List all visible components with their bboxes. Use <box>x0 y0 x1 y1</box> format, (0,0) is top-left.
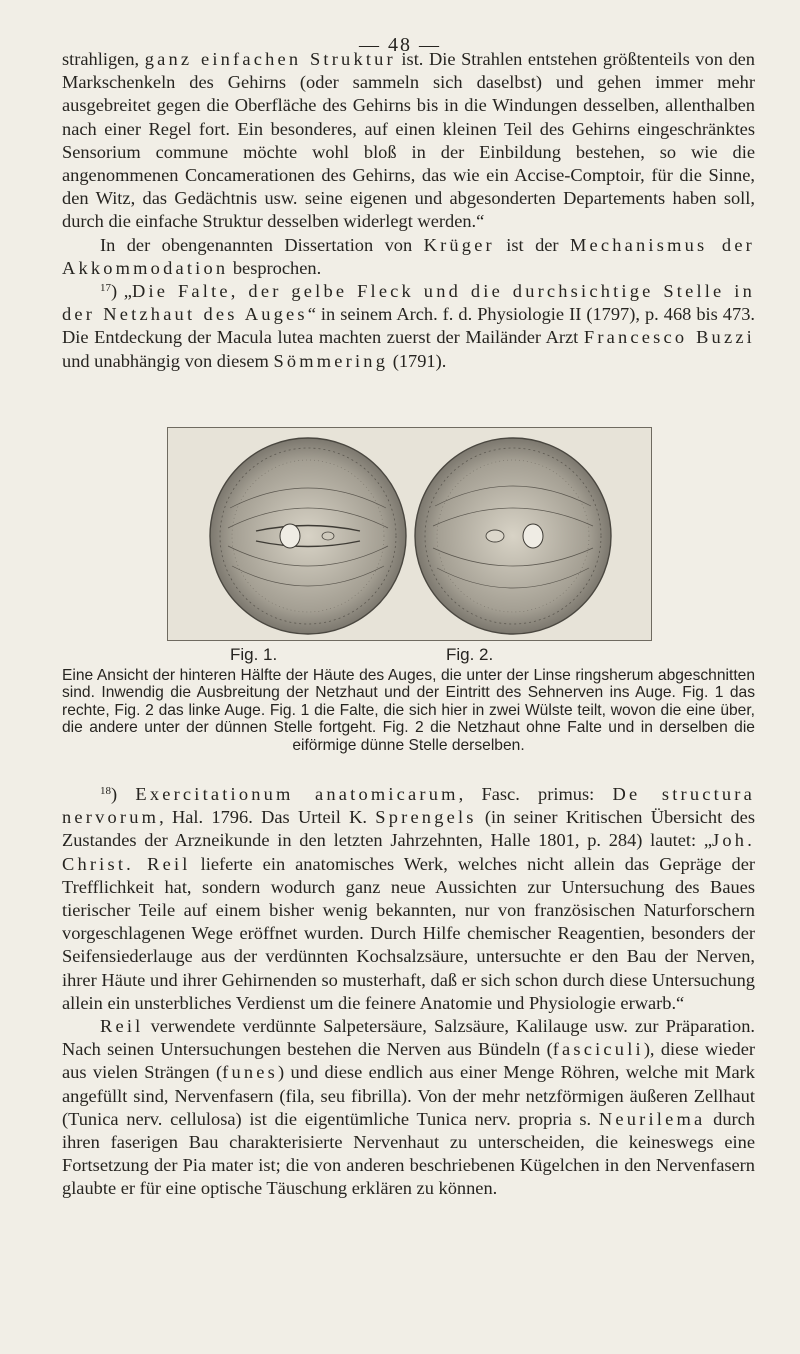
text-run: ), diese wieder aus vielen Strängen ( <box>62 1039 755 1083</box>
spaced-title: De structura nervorum <box>62 784 755 828</box>
eye-fig-2 <box>415 438 611 634</box>
footnote-18 <box>62 783 755 1015</box>
text-run: verwendete verdünnte Salpetersäure, Salzsäure, Kalilauge usw. zur Präparation. Nach seinen Untersuchungen bestehen die Nerven aus Bündeln ( <box>62 1016 755 1060</box>
paragraph-reil <box>62 1015 755 1201</box>
text-run: “ in seinem Arch. f. d. Physiologie II (1797), p. 468 bis 473. Die Entdeckung der Macula lutea machten zuerst der Mailänder Arzt <box>62 304 755 348</box>
spaced-name-reil: Joh. Christ. Reil <box>62 830 755 874</box>
bottom-text-block <box>62 783 755 1201</box>
spaced-name-soemmering: Sömmering <box>273 350 389 371</box>
spaced-term: fasciculi <box>552 1039 644 1060</box>
eye-figure-plate <box>167 427 652 641</box>
text-run: lieferte ein anatomisches Werk, welches nicht allein das Gepräge der Trefflichkeit hat, sondern wodurch ganz neue Aussichten zur Untersuchung des Baues tierischer Teile auf einem bisher wenig bekannten, nur von französischen Naturforschern vorgeschlagenen Wege eröffnet wurden. Durch Hilfe chemischer Reagentien, besonders der Seifensiederlauge aus der verdünnten Kochsalzsäure, untersuchte er den Bau der Nerven, ihrer Häute und ihrer Gehirnenden so musterhaft, daß er sich schon durch diese Untersuchung allein ein unsterbliches Verdienst um die feinere Anatomie und Physiologie erwarb.“ <box>62 853 755 1013</box>
spaced-term: funes <box>222 1062 278 1083</box>
text-run: (1791). <box>388 350 447 371</box>
paragraph-strahligen <box>62 48 755 234</box>
spaced-name-reil: Reil <box>100 1016 144 1037</box>
text-run: (in seiner Kritischen Übersicht des Zustandes der Arzneikunde in den letzten Jahrzehnten, Halle 1801, p. 284) lautet: „ <box>62 807 755 851</box>
spaced-title: Exercitationum anatomicarum <box>135 784 459 804</box>
spaced-term: Neurilema <box>598 1108 706 1129</box>
text-run: , Fasc. primus: <box>458 784 613 804</box>
text-run: ) <box>111 784 136 804</box>
footnote-number: 17 <box>100 282 111 295</box>
spaced-text: Mechanismus der Akkommodation <box>62 234 756 278</box>
text-run: durch ihren faserigen Bau charakterisierte Nervenhaut zu unterscheiden, die keineswegs eine Fortsetzung der Pia mater ist; die von anderen beschriebenen Kügelchen in den Nervenfasern glaubte er für eine optische Täuschung erklären zu können. <box>62 1108 755 1199</box>
figure-caption: Eine Ansicht der hinteren Hälfte der Häute des Auges, die unter der Linse ringsherum abgeschnitten sind. Inwendig die Ausbreitung der Netzhaut und der Eintritt des Sehnerven ins Auge. Fig. 1 das rechte, Fig. 2 das linke Auge. Fig. 1 die Falte, die sich hier in zwei Wülste teilt, wovon die eine über, die andere unter der dünnen Stelle fortgeht. Fig. 2 die Netzhaut ohne Falte und in derselben die eiförmige dünne Stelle derselben. <box>62 667 755 754</box>
text-run: ist der <box>494 234 570 255</box>
spaced-title: Die Falte, der gelbe Fleck und die durchsichtige Stelle in der Netzhaut des Auges <box>62 281 755 325</box>
fig-1-label: Fig. 1. <box>230 645 278 664</box>
text-run: ) „ <box>111 281 132 302</box>
top-text-block <box>62 48 755 373</box>
text-run: ) und diese endlich aus einer Menge Röhren, welche mit Mark angefüllt sind, Nervenfasern (fila, seu fibrilla). Von der mehr netzförmigen äußeren Zellhaut (Tunica nerv. cellulosa) ist die eigentümliche Tunica nerv. propria s. <box>62 1062 755 1129</box>
page-number: — 48 — <box>359 34 441 56</box>
spaced-text: ganz einfachen Struktur <box>144 49 396 69</box>
text-run: besprochen. <box>228 257 322 278</box>
fig-2-label: Fig. 2. <box>446 645 494 664</box>
text-run: ist. Die Strahlen entstehen größtenteils von den Markschenkeln des Gehirns (oder sammeln sich daselbst) und gehen immer mehr ausgebreitet gegen die Oberfläche des Gehirns bis in die Windungen desselben, allenthalben nach einer Regel fort. Ein besonderes, auf einen kleinen Teil des Gehirns eingeschränktes Sensorium commune möchte wohl bloß in der Einbildung bestehen, so wie die angenommenen Concamerationen des Gehirns, das wie ein Accise-Comptoir, für die Sinne, den Witz, das Gedächtnis usw. seine eigenen und abgesonderten Departements haben soll, durch die einfache Struktur desselben widerlegt werden.“ <box>62 49 756 232</box>
spaced-name-krueger: Krüger <box>423 234 495 255</box>
text-run: , Hal. 1796. Das Urteil K. <box>159 807 376 828</box>
text-run: strahligen, <box>62 49 145 69</box>
text-run: In der obengenannten Dissertation von <box>100 234 424 255</box>
eye-engraving-illustration <box>168 428 651 640</box>
eye-fig-1 <box>210 438 406 634</box>
spaced-name-sprengel: Sprengels <box>375 807 477 828</box>
text-run: und unabhängig von diesem <box>62 350 274 371</box>
paragraph-dissertation <box>62 234 755 280</box>
spaced-name-buzzi: Francesco Buzzi <box>583 327 755 348</box>
footnote-number: 18 <box>100 785 111 797</box>
footnote-17 <box>62 280 755 373</box>
